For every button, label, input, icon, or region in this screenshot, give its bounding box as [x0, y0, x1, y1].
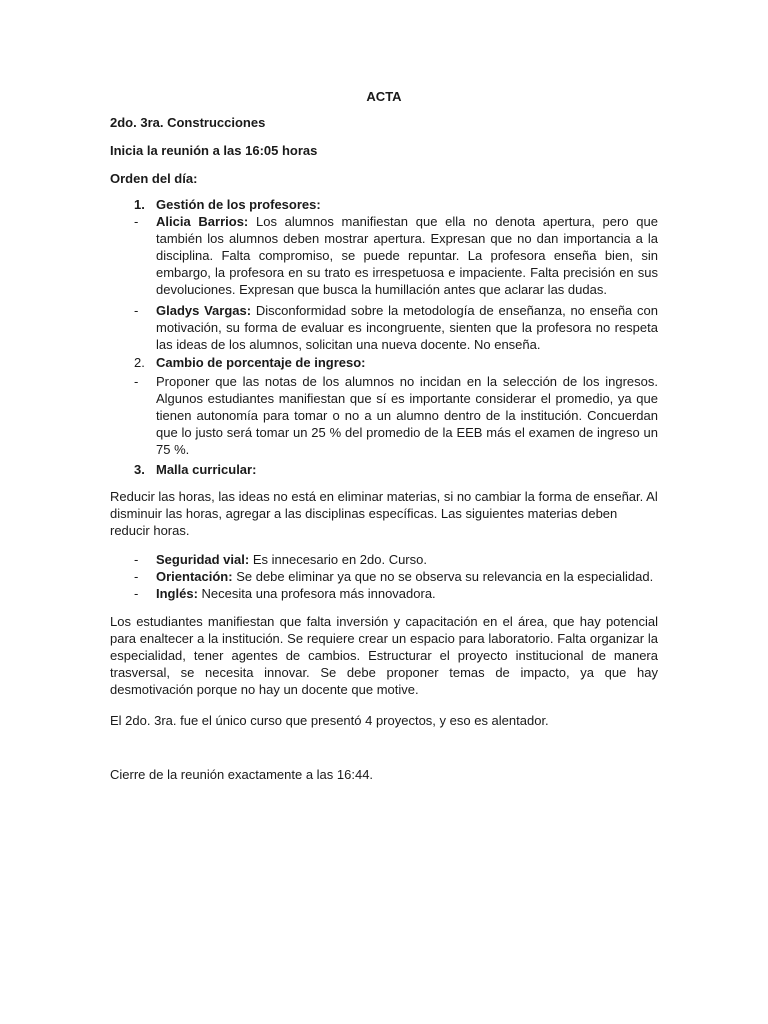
- list-bullet: -: [134, 552, 139, 567]
- list-bullet: -: [134, 214, 139, 229]
- section-heading: Malla curricular:: [156, 462, 257, 477]
- teacher-name: Gladys Vargas:: [156, 303, 252, 318]
- subject-entry: [156, 568, 658, 585]
- list-bullet: -: [134, 569, 139, 584]
- list-bullet: -: [134, 374, 139, 389]
- subject-note: Es innecesario en 2do. Curso.: [252, 552, 427, 567]
- section-number: 1.: [134, 197, 145, 212]
- teacher-entry: [156, 213, 658, 298]
- document-title: ACTA: [366, 89, 402, 104]
- ingreso-text: Proponer que las notas de los alumnos no incidan en la selección de los ingresos. Algunos estudiantes manifiestan que sí es importante considerar el promedio, ya que tienen autonomía para tomar o no a un alumno dentro de la institución. Concuerdan que lo justo será tomar un 25 % del promedio de la EEB más el examen de ingreso un 75 %.: [156, 374, 658, 457]
- closing-line: Cierre de la reunión exactamente a las 16:44.: [110, 767, 374, 782]
- list-bullet: -: [134, 303, 139, 318]
- subject-entry: [156, 585, 658, 602]
- investment-paragraph: Los estudiantes manifiestan que falta inversión y capacitación en el área, que hay potencial para enaltecer a la institución. Se requiere crear un espacio para laboratorio. Falta organizar la especialidad, tener agentes de cambios. Estructurar el proyecto institucional de manera trasversal, se necesita innovar. Se debe proponer temas de impacto, ya que hay desmotivación porque no hay un docente que motive.: [110, 614, 658, 697]
- teacher-entry: [156, 302, 658, 353]
- start-time-line: Inicia la reunión a las 16:05 horas: [110, 143, 318, 158]
- subject-entry: [156, 551, 658, 568]
- list-bullet: -: [134, 586, 139, 601]
- subject-name: Inglés:: [156, 586, 198, 601]
- section-heading: Gestión de los profesores:: [156, 197, 321, 212]
- teacher-name: Alicia Barrios:: [156, 214, 249, 229]
- subject-note: Necesita una profesora más innovadora.: [201, 586, 436, 601]
- subject-name: Orientación:: [156, 569, 233, 584]
- agenda-heading: Orden del día:: [110, 171, 198, 186]
- course-line: 2do. 3ra. Construcciones: [110, 115, 266, 130]
- malla-paragraph: Reducir las horas, las ideas no está en eliminar materias, si no cambiar la forma de enseñar. Al disminuir las horas, agregar a las disciplinas específicas. Las siguientes materias deben reducir horas.: [110, 489, 658, 538]
- section-number: 2.: [134, 355, 145, 370]
- projects-paragraph: El 2do. 3ra. fue el único curso que presentó 4 proyectos, y eso es alentador.: [110, 713, 549, 728]
- subject-note: Se debe eliminar ya que no se observa su relevancia en la especialidad.: [236, 569, 654, 584]
- subject-name: Seguridad vial:: [156, 552, 250, 567]
- section-heading: Cambio de porcentaje de ingreso:: [156, 355, 366, 370]
- teacher-comment: Disconformidad sobre la metodología de enseñanza, no enseña con motivación, su forma de evaluar es incongruente, sienten que la profesora no respeta las ideas de los alumnos, solicitan una nueva docente. No enseña.: [156, 303, 658, 352]
- teacher-comment: Los alumnos manifiestan que ella no denota apertura, pero que también los alumnos deben mostrar apertura. Expresan que no dan importancia a la disciplina. Falta compromiso, se puede repuntar. La profesora enseña bien, sin embargo, la profesora en su trato es irrespetuosa e impaciente. Falta precisión en sus devoluciones. Expresan que busca la humillación antes que aclarar las dudas.: [156, 214, 658, 297]
- section-number: 3.: [134, 462, 145, 477]
